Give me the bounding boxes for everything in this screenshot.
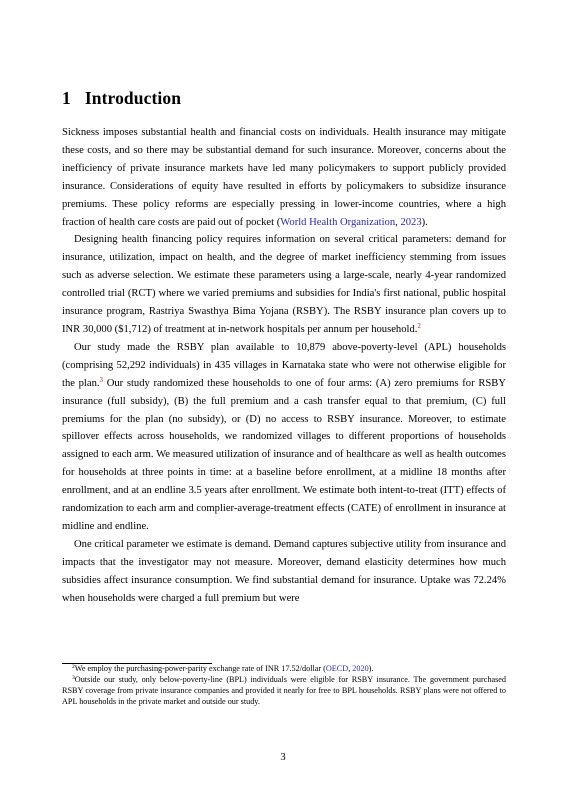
citation-link[interactable]: OECD [325,664,349,673]
citation-link[interactable]: 2023 [400,216,422,228]
paragraph [62,124,506,231]
footnote-marker[interactable]: 2 [417,321,421,330]
body-text [62,124,506,607]
citation-link[interactable]: 2020 [352,664,369,673]
text-run: , [395,216,401,228]
section-title: Introduction [84,88,182,108]
text-run: , [348,664,353,673]
text-run: Designing health financing policy requires information on several critical parameters: demand for insurance, utilization, impact on health, and the degree of market inefficiency stemming from issues such as adverse selection. We estimate these parameters using a large-scale, nearly 4-year randomized controlled trial (RCT) where we varied premiums and subsidies for India's first national, public hospital insurance program, Rastriya Swasthya Bima Yojana (RSBY). The RSBY insurance plan covers up to INR 30,000 ($1,712) of treatment at in-network hospitals per annum per household. [62,234,506,335]
text-run: ). [368,664,374,673]
footnote-number: 2 [72,664,75,670]
text-run: Sickness imposes substantial health and financial costs on individuals. Health insurance may mitigate these costs, and so there may be substantial demand for such insurance. Moreover, concerns about the inefficiency of private insurance markets have led many policymakers to support publicly provided insurance. Considerations of equity have resulted in efforts by policymakers to subsidize insurance premiums. These policy reforms are especially pressing in lower-income countries, where a high fraction of health care costs are paid out of pocket ( [62,127,506,228]
section-heading [62,88,181,109]
text-run: Our study made the RSBY plan available to 10,879 above-poverty-level (APL) households (comprising 52,292 individuals) in 435 villages in Karnataka state who were not otherwise eligible for the plan. [62,341,506,389]
footnote [62,674,506,707]
text-run: Outside our study, only below-poverty-line (BPL) individuals were eligible for RSBY insurance. The government purchased RSBY coverage from private insurance companies and provided it nearly for free to BPL households. RSBY plans were not offered to APL households in the private market and outside our study. [62,675,506,706]
text-run: One critical parameter we estimate is demand. Demand captures subjective utility from insurance and impacts that the investigator may not measure. Moreover, demand elasticity determines how much subsidies affect insurance consumption. We find substantial demand for insurance. Uptake was 72.24% when households were charged a full premium but were [62,538,506,604]
text-run: ). [421,216,428,228]
text-run: Our study randomized these households to one of four arms: (A) zero premiums for RSBY insurance (full subsidy), (B) the full premium and a cash transfer equal to that premium, (C) full premiums for the plan (no subsidy), or (D) no access to RSBY insurance. Moreover, to estimate spillover effects across households, we randomized villages to different proportions of households assigned to each arm. We measured utilization of insurance and of healthcare as well as health outcomes for households at three points in time: at a baseline before enrollment, at a midline 18 months after enrollment, and at an endline 3.5 years after enrollment. We estimate both intent-to-treat (ITT) effects of randomization to each arm and complier-average-treatment effects (CATE) of enrollment in insurance at midline and endline. [62,377,506,532]
footnote-marker[interactable]: 3 [99,375,104,384]
text-run: We employ the purchasing-power-parity exchange rate of INR 17.52/dollar ( [74,664,326,673]
footnote-number: 3 [72,675,75,681]
footnotes [62,663,506,707]
paragraph [62,339,506,536]
paragraph [62,536,506,608]
page-number: 3 [280,752,286,763]
section-number: 1 [62,88,71,108]
citation-link[interactable]: World Health Organization [280,216,396,228]
paragraph [62,231,506,338]
footnote [62,663,506,674]
